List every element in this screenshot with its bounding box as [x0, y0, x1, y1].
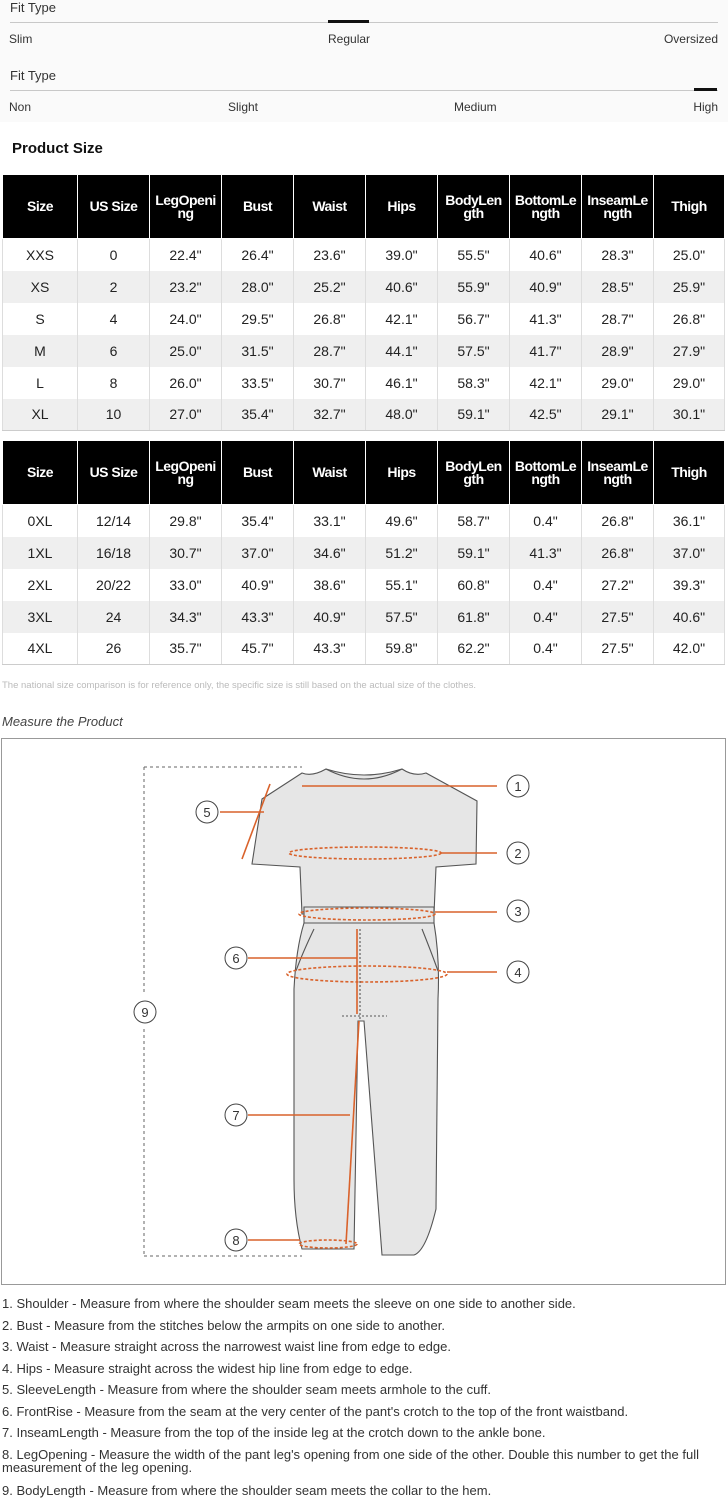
table-cell: 10 [78, 399, 150, 431]
svg-text:6: 6 [232, 951, 240, 966]
column-header: LegOpening [150, 175, 222, 239]
note-leg-opening: 8. LegOpening - Measure the width of the pant leg's opening from one side of the other. Double this number to get the full measurement of the leg opening. [2, 1447, 699, 1475]
jumpsuit-diagram-svg [2, 739, 727, 1286]
fit-type-label: Fit Type [10, 0, 57, 15]
table-cell: 59.8" [366, 633, 438, 665]
note-body-length: 9. BodyLength - Measure from where the shoulder seam meets the collar to the hem. [2, 1483, 492, 1498]
table-row [3, 335, 725, 367]
column-header: US Size [78, 175, 150, 239]
table-cell: 29.0" [654, 367, 725, 399]
table-cell: 29.1" [582, 399, 654, 431]
table-cell: 34.3" [150, 601, 222, 633]
table-cell: 33.1" [294, 505, 366, 537]
marker-8 [225, 1229, 247, 1251]
fit-type-selected-marker [328, 20, 369, 23]
table-cell: 43.3" [222, 601, 294, 633]
table-cell: XL [3, 399, 78, 431]
fit-type-panel [0, 0, 728, 122]
table-row [3, 239, 725, 271]
table-cell: 51.2" [366, 537, 438, 569]
column-header: LegOpening [150, 441, 222, 505]
table-cell: 40.6" [654, 601, 725, 633]
table-cell: 25.2" [294, 271, 366, 303]
table-cell: 22.4" [150, 239, 222, 271]
table-cell: 2XL [3, 569, 78, 601]
table-cell: 36.1" [654, 505, 725, 537]
table-cell: 12/14 [78, 505, 150, 537]
table-cell: 24.0" [150, 303, 222, 335]
table-cell: 40.9" [294, 601, 366, 633]
table-cell: 41.3" [510, 537, 582, 569]
marker-7 [225, 1104, 247, 1126]
table-cell: 6 [78, 335, 150, 367]
table-cell: 35.4" [222, 399, 294, 431]
fit-option-oversized: Oversized [663, 32, 718, 46]
table-cell: 29.5" [222, 303, 294, 335]
table-cell: 26.8" [654, 303, 725, 335]
table-cell: 46.1" [366, 367, 438, 399]
column-header: Bust [222, 441, 294, 505]
table-cell: 27.5" [582, 601, 654, 633]
table-cell: 0.4" [510, 569, 582, 601]
table-cell: 61.8" [438, 601, 510, 633]
table-cell: 28.3" [582, 239, 654, 271]
table-cell: 3XL [3, 601, 78, 633]
table-cell: 8 [78, 367, 150, 399]
size-table-regular [2, 174, 725, 431]
column-header: Hips [366, 175, 438, 239]
column-header: Waist [294, 441, 366, 505]
table-cell: 29.0" [582, 367, 654, 399]
fit-option-high: High [693, 100, 718, 114]
note-front-rise: 6. FrontRise - Measure from the seam at the very center of the pant's crotch to the top of the front waistband. [2, 1404, 629, 1419]
column-header: Size [3, 441, 78, 505]
table-cell: 35.4" [222, 505, 294, 537]
table-cell: 4 [78, 303, 150, 335]
fit-option-regular: Regular [328, 32, 371, 46]
note-waist: 3. Waist - Measure straight across the narrowest waist line from edge to edge. [2, 1339, 451, 1354]
table-cell: 28.7" [294, 335, 366, 367]
fit-type-stretch [0, 68, 728, 128]
table-cell: 26.4" [222, 239, 294, 271]
table-cell: 4XL [3, 633, 78, 665]
column-header: Waist [294, 175, 366, 239]
table-cell: 30.1" [654, 399, 725, 431]
table-cell: 42.1" [366, 303, 438, 335]
note-bust: 2. Bust - Measure from the stitches below the armpits on one side to another. [2, 1318, 445, 1333]
table-cell: 33.5" [222, 367, 294, 399]
table-cell: 34.6" [294, 537, 366, 569]
column-header: Size [3, 175, 78, 239]
table-cell: 20/22 [78, 569, 150, 601]
note-shoulder: 1. Shoulder - Measure from where the shoulder seam meets the sleeve on one side to another side. [2, 1296, 576, 1311]
table-cell: 37.0" [654, 537, 725, 569]
table-cell: 28.5" [582, 271, 654, 303]
table-cell: XS [3, 271, 78, 303]
table-cell: 41.7" [510, 335, 582, 367]
measurement-diagram [1, 738, 726, 1285]
top-garment [252, 769, 477, 914]
table-cell: 30.7" [294, 367, 366, 399]
column-header: US Size [78, 441, 150, 505]
table-cell: 0XL [3, 505, 78, 537]
table-row [3, 633, 725, 665]
marker-6 [225, 947, 247, 969]
column-header: Hips [366, 441, 438, 505]
table-row [3, 601, 725, 633]
table-cell: 40.9" [510, 271, 582, 303]
table-cell: XXS [3, 239, 78, 271]
table-cell: S [3, 303, 78, 335]
table-row [3, 569, 725, 601]
fit-type-label: Fit Type [10, 68, 57, 83]
marker-5 [196, 801, 218, 823]
table-cell: 26.8" [582, 537, 654, 569]
table-row [3, 367, 725, 399]
table-cell: 55.5" [438, 239, 510, 271]
table-cell: 40.9" [222, 569, 294, 601]
column-header: InseamLength [582, 441, 654, 505]
fit-option-non: Non [9, 100, 32, 114]
table-cell: 35.7" [150, 633, 222, 665]
table-cell: 49.6" [366, 505, 438, 537]
table-cell: 28.7" [582, 303, 654, 335]
table-cell: 58.7" [438, 505, 510, 537]
marker-4 [507, 961, 529, 983]
table-cell: 55.9" [438, 271, 510, 303]
table-cell: 0.4" [510, 601, 582, 633]
table-cell: 1XL [3, 537, 78, 569]
fit-type-slim-regular [0, 0, 728, 60]
fit-option-slim: Slim [9, 32, 33, 46]
table-cell: 40.6" [510, 239, 582, 271]
column-header: Bust [222, 175, 294, 239]
table-cell: 45.7" [222, 633, 294, 665]
note-sleeve-length: 5. SleeveLength - Measure from where the shoulder seam meets armhole to the cuff. [2, 1382, 491, 1397]
table-cell: 37.0" [222, 537, 294, 569]
svg-text:1: 1 [514, 779, 522, 794]
table-cell: M [3, 335, 78, 367]
svg-text:8: 8 [232, 1233, 240, 1248]
table-cell: 42.5" [510, 399, 582, 431]
svg-text:3: 3 [514, 904, 522, 919]
svg-text:4: 4 [514, 965, 522, 980]
table-cell: 39.3" [654, 569, 725, 601]
table-cell: 25.0" [654, 239, 725, 271]
table-row [3, 271, 725, 303]
note-inseam-length: 7. InseamLength - Measure from the top of the inside leg at the crotch down to the ankle bone. [2, 1425, 546, 1440]
table-row [3, 399, 725, 431]
product-size-title: Product Size [12, 140, 103, 157]
table-cell: 29.8" [150, 505, 222, 537]
table-row [3, 505, 725, 537]
table-cell: L [3, 367, 78, 399]
svg-text:2: 2 [514, 846, 522, 861]
table-cell: 25.0" [150, 335, 222, 367]
size-table-header-row [3, 175, 725, 239]
table-cell: 27.5" [582, 633, 654, 665]
pants [294, 923, 439, 1255]
marker-9 [134, 1001, 156, 1023]
column-header: BodyLength [438, 175, 510, 239]
table-cell: 32.7" [294, 399, 366, 431]
table-cell: 27.0" [150, 399, 222, 431]
table-cell: 58.3" [438, 367, 510, 399]
size-table-header-row [3, 441, 725, 505]
measure-title: Measure the Product [2, 714, 123, 729]
table-cell: 28.9" [582, 335, 654, 367]
svg-text:7: 7 [232, 1108, 240, 1123]
column-header: BodyLength [438, 441, 510, 505]
fit-option-slight: Slight [228, 100, 259, 114]
table-cell: 24 [78, 601, 150, 633]
table-cell: 27.2" [582, 569, 654, 601]
column-header: BottomLength [510, 441, 582, 505]
column-header: Thigh [654, 441, 725, 505]
table-cell: 0.4" [510, 633, 582, 665]
table-cell: 28.0" [222, 271, 294, 303]
table-row [3, 537, 725, 569]
table-cell: 23.2" [150, 271, 222, 303]
table-cell: 59.1" [438, 537, 510, 569]
table-cell: 31.5" [222, 335, 294, 367]
table-cell: 44.1" [366, 335, 438, 367]
table-cell: 16/18 [78, 537, 150, 569]
table-cell: 26.8" [582, 505, 654, 537]
table-cell: 0.4" [510, 505, 582, 537]
jumpsuit-illustration [252, 769, 477, 1255]
marker-3 [507, 900, 529, 922]
table-cell: 26.0" [150, 367, 222, 399]
size-disclaimer: The national size comparison is for reference only, the specific size is still based on the actual size of the clothes. [2, 680, 477, 691]
table-cell: 27.9" [654, 335, 725, 367]
size-table-plus [2, 440, 725, 665]
column-header: Thigh [654, 175, 725, 239]
fit-type-track [10, 90, 718, 91]
table-cell: 57.5" [438, 335, 510, 367]
table-cell: 56.7" [438, 303, 510, 335]
svg-text:5: 5 [203, 805, 211, 820]
table-cell: 38.6" [294, 569, 366, 601]
table-cell: 41.3" [510, 303, 582, 335]
table-cell: 2 [78, 271, 150, 303]
column-header: BottomLength [510, 175, 582, 239]
table-cell: 57.5" [366, 601, 438, 633]
fit-option-medium: Medium [454, 100, 497, 114]
note-hips: 4. Hips - Measure straight across the widest hip line from edge to edge. [2, 1361, 413, 1376]
table-cell: 59.1" [438, 399, 510, 431]
table-cell: 55.1" [366, 569, 438, 601]
svg-text:9: 9 [141, 1005, 149, 1020]
table-cell: 48.0" [366, 399, 438, 431]
fit-type-selected-marker [694, 88, 717, 91]
marker-1 [507, 775, 529, 797]
table-cell: 26 [78, 633, 150, 665]
table-cell: 42.1" [510, 367, 582, 399]
table-cell: 26.8" [294, 303, 366, 335]
table-cell: 0 [78, 239, 150, 271]
marker-2 [507, 842, 529, 864]
table-cell: 42.0" [654, 633, 725, 665]
table-cell: 33.0" [150, 569, 222, 601]
table-cell: 25.9" [654, 271, 725, 303]
table-cell: 39.0" [366, 239, 438, 271]
table-cell: 62.2" [438, 633, 510, 665]
table-cell: 30.7" [150, 537, 222, 569]
table-cell: 40.6" [366, 271, 438, 303]
table-cell: 23.6" [294, 239, 366, 271]
table-cell: 43.3" [294, 633, 366, 665]
table-row [3, 303, 725, 335]
table-cell: 60.8" [438, 569, 510, 601]
column-header: InseamLength [582, 175, 654, 239]
